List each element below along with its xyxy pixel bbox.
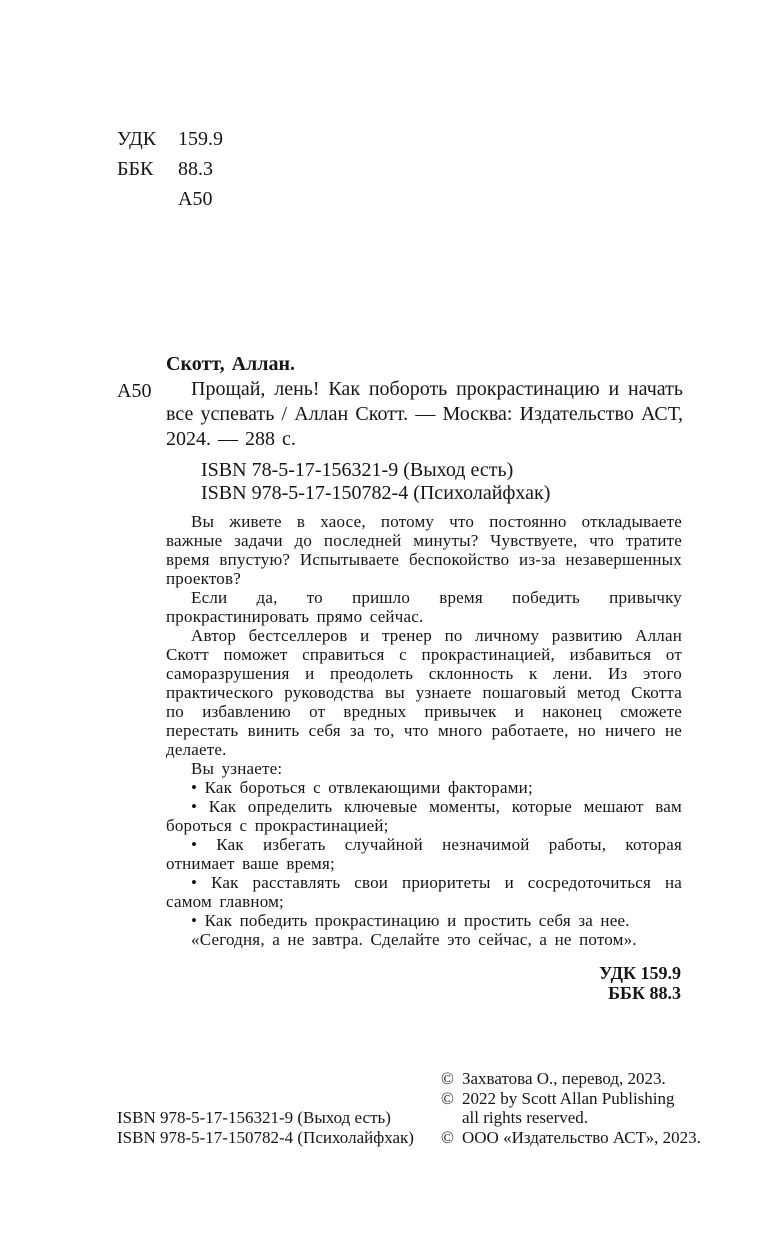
udk-line xyxy=(117,124,223,154)
copyright-text: ООО «Издательство АСТ», 2023. xyxy=(462,1127,701,1147)
book-author: Скотт, Аллан. xyxy=(166,353,295,375)
list-intro: Вы узнаете: xyxy=(191,759,283,778)
footer-isbn-block xyxy=(117,1108,414,1147)
author-sign: А50 xyxy=(178,188,213,210)
bottom-codes-block xyxy=(0,963,681,1003)
margin-author-sign: А50 xyxy=(117,380,152,402)
bullet-item: • Как определить ключевые моменты, которые мешают вам бороться с прокрастинацией; xyxy=(166,797,682,835)
annotation-paragraph: Если да, то пришло время победить привычку прокрастинировать прямо сейчас. xyxy=(166,588,682,626)
copyright-icon: © xyxy=(441,1127,454,1147)
bottom-bbk: ББК 88.3 xyxy=(608,983,681,1003)
bullet-item: • Как расставлять свои приоритеты и сосредоточиться на самом главном; xyxy=(166,873,682,911)
annotation-paragraph: Автор бестселлеров и тренер по личному развитию Аллан Скотт поможет справиться с прокрастинацией, избавиться от саморазрушения и преодолеть склонность к лени. Из этого практического руководства вы узнаете пошаговый метод Скотта по избавлению от вредных привычек и наконец сможете перестать винить себя за то, что много работаете, но ничего не делаете. xyxy=(166,626,682,759)
footer-isbn-line: ISBN 978-5-17-150782-4 (Психолайфхак) xyxy=(117,1127,414,1147)
copyright-text: Захватова О., перевод, 2023. xyxy=(462,1069,666,1088)
bib-text xyxy=(166,352,683,452)
isbn-line: ISBN 978-5-17-150782-4 (Психолайфхак) xyxy=(201,482,551,504)
bbk-value: 88.3 xyxy=(178,158,213,180)
annotation xyxy=(166,512,682,949)
book-description: Прощай, лень! Как побороть прокрастинацию и начать все успевать / Аллан Скотт. — Москва: Издательство АСТ, 2024. — 288 с. xyxy=(166,378,683,450)
annotation-paragraph: Вы живете в хаосе, потому что постоянно откладываете важные задачи до последней минуты? Чувствуете, что тратите время впустую? Испытываете беспокойство из-за незавершенных проектов? xyxy=(166,512,682,588)
udk-label: УДК xyxy=(117,128,157,150)
udk-value: 159.9 xyxy=(178,128,223,150)
copyright-icon: © xyxy=(441,1069,454,1088)
isbn-line: ISBN 78-5-17-156321-9 (Выход есть) xyxy=(201,459,514,481)
copyright-block xyxy=(441,1069,701,1147)
copyright-entry xyxy=(441,1069,701,1089)
bbk-label: ББК xyxy=(117,158,154,180)
closing-quote: «Сегодня, а не завтра. Сделайте это сейчас, а не потом». xyxy=(191,930,637,949)
bullet-item: • Как избегать случайной незначимой работы, которая отнимает ваше время; xyxy=(166,835,682,873)
copyright-entry xyxy=(441,1128,701,1148)
copyright-entry xyxy=(441,1089,701,1128)
bottom-udk: УДК 159.9 xyxy=(599,963,681,983)
bullet-item: • Как бороться с отвлекающими факторами; xyxy=(191,778,533,797)
bullet-item: • Как победить прокрастинацию и простить себя за нее. xyxy=(191,911,630,930)
top-codes-block xyxy=(117,124,223,214)
copyright-text-line2: all rights reserved. xyxy=(462,1108,589,1127)
isbn-block xyxy=(201,459,683,505)
bbk-line xyxy=(117,154,223,184)
copyright-icon: © xyxy=(441,1088,454,1108)
copyright-text xyxy=(462,1089,701,1128)
author-sign-line xyxy=(117,184,223,214)
bibliographic-record xyxy=(117,352,683,505)
copyright-text-line1: 2022 by Scott Allan Publishing xyxy=(462,1088,675,1108)
footer-isbn-line: ISBN 978-5-17-156321-9 (Выход есть) xyxy=(117,1108,391,1127)
